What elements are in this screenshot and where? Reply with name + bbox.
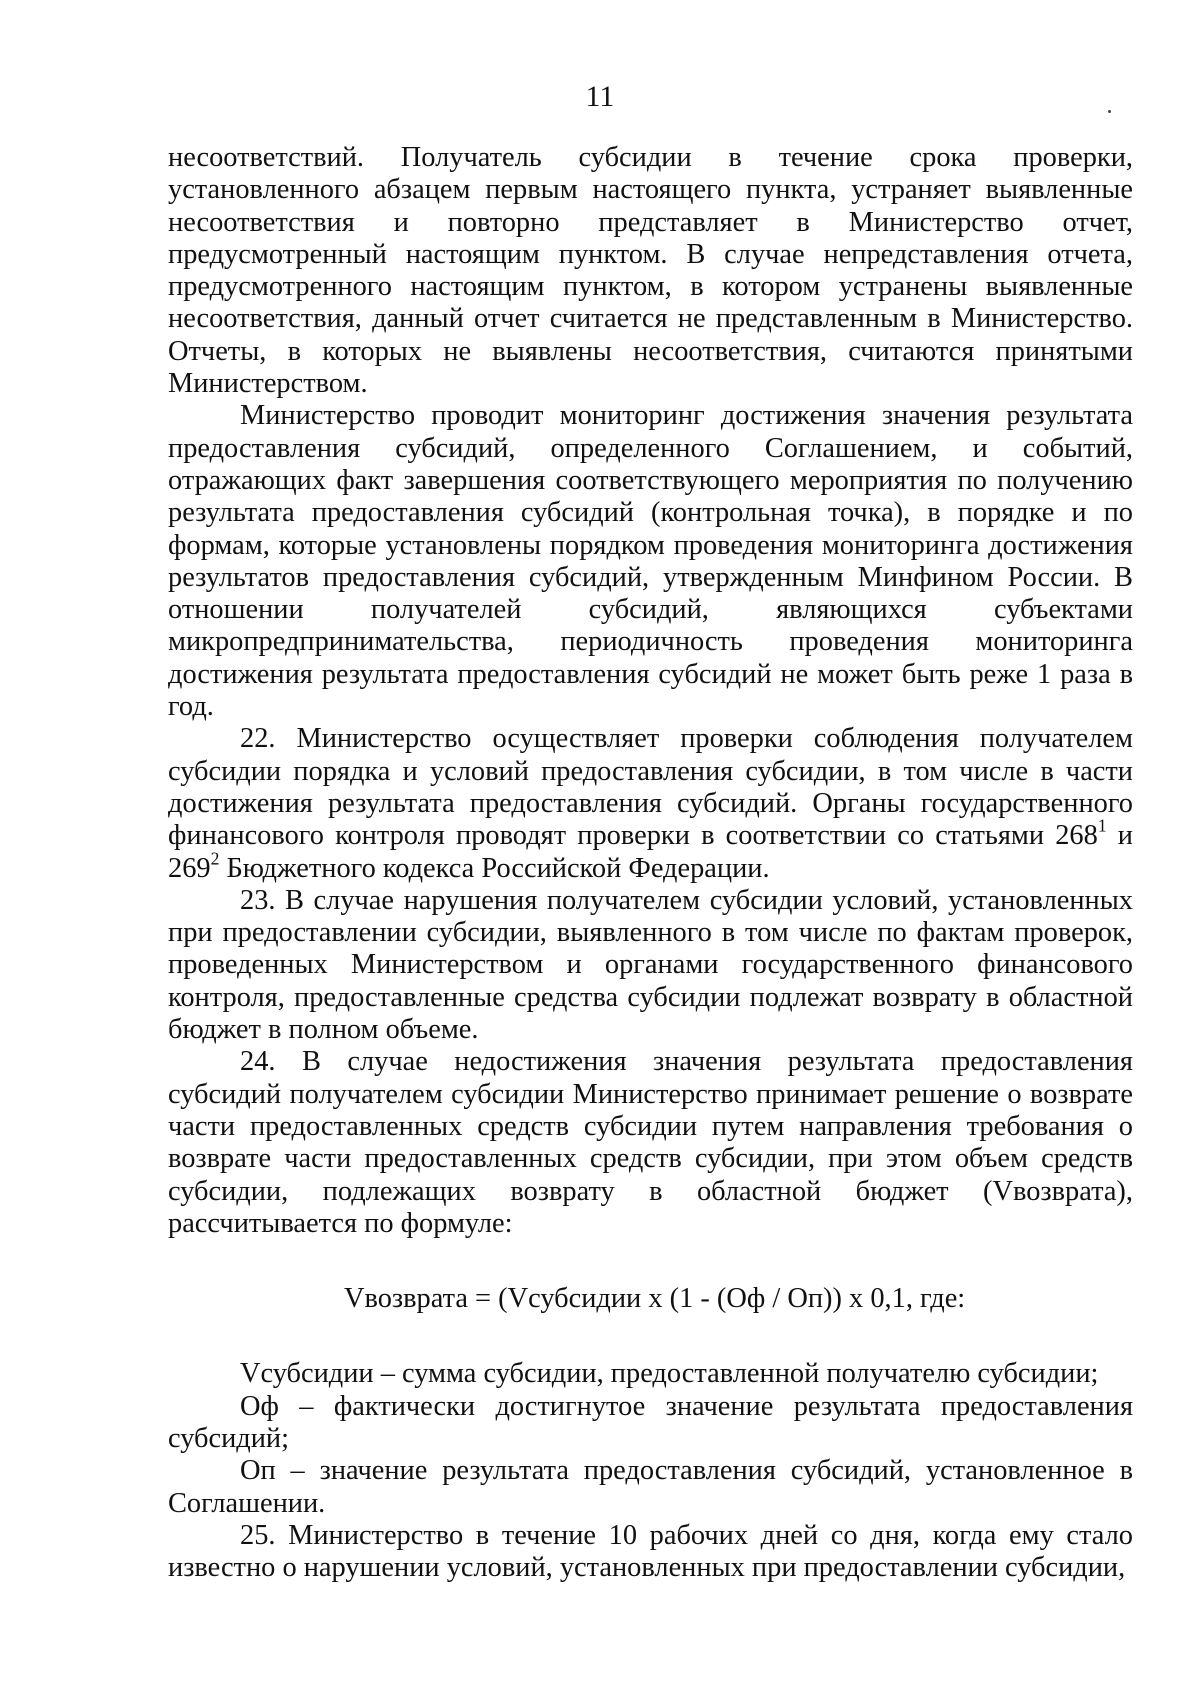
- paragraph-continuation: несоответствий. Получатель субсидии в течение срока проверки, установленного абзацем первым настоящего пункта, устраняет выявленные несоответствия и повторно представляет в Министерство отчет, предусмотренный настоящим пунктом. В случае непредставления отчета, предусмотренного настоящим пунктом, в котором устранены выявленные несоответствия, данный отчет считается не представленным в Министерство. Отчеты, в которых не выявлены несоответствия, считаются принятыми Министерством.: [168, 142, 1133, 400]
- paragraph-22-mid: и 269: [168, 820, 1133, 884]
- document-body: [168, 142, 1133, 1584]
- paragraph-24: 24. В случае недостижения значения результата предоставления субсидий получателем субсидии Министерство принимает решение о возврате части предоставленных средств субсидии путем направления требования о возврате части предоставленных средств субсидии, при этом объем средств субсидии, подлежащих возврату в областной бюджет (Vвозврата), рассчитывается по формуле:: [168, 1046, 1133, 1239]
- paragraph-23: 23. В случае нарушения получателем субсидии условий, установленных при предоставлении субсидии, выявленного в том числе по фактам проверок, проведенных Министерством и органами государственного финансового контроля, предоставленные средства субсидии подлежат возврату в областной бюджет в полном объеме.: [168, 884, 1133, 1046]
- paragraph-25: 25. Министерство в течение 10 рабочих дней со дня, когда ему стало известно о нарушении условий, установленных при предоставлении субсидии,: [168, 1519, 1133, 1584]
- definition-op: Оп – значение результата предоставления субсидий, установленное в Соглашении.: [168, 1455, 1133, 1519]
- definition-of: Оф – фактически достигнутое значение результата предоставления субсидий;: [168, 1390, 1133, 1454]
- formula: Vвозврата = (Vсубсидии х (1 - (Оф / Оп)) х 0,1, где:: [344, 1283, 966, 1315]
- definition-vsubsidii: Vсубсидии – сумма субсидии, предоставленной получателю субсидии;: [240, 1358, 1099, 1390]
- superscript-1: 1: [1097, 815, 1107, 836]
- paragraph-monitoring: Министерство проводит мониторинг достижения значения результата предоставления субсидий, определенного Соглашением, и событий, отражающих факт завершения соответствующего мероприятия по получению результата предоставления субсидий (контрольная точка), в порядке и по формам, которые установлены порядком проведения мониторинга достижения результатов предоставления субсидий, утвержденным Минфином России. В отношении получателей субсидий, являющихся субъектами микропредпринимательства, периодичность проведения мониторинга достижения результата предоставления субсидий не может быть реже 1 раза в год.: [168, 400, 1133, 723]
- superscript-2: 2: [210, 847, 220, 868]
- paragraph-22-tail: Бюджетного кодекса Российской Федерации.: [219, 852, 770, 884]
- paragraph-22: [168, 723, 1133, 884]
- scan-speck: [1108, 110, 1111, 113]
- page-number: 11: [585, 80, 615, 113]
- paragraph-22-lead: 22. Министерство осуществляет проверки соблюдения получателем субсидии порядка и условий предоставления субсидии, в том числе в части достижения результата предоставления субсидий. Органы государственного финансового контроля проводят проверки в соответствии со статьями 268: [168, 723, 1133, 852]
